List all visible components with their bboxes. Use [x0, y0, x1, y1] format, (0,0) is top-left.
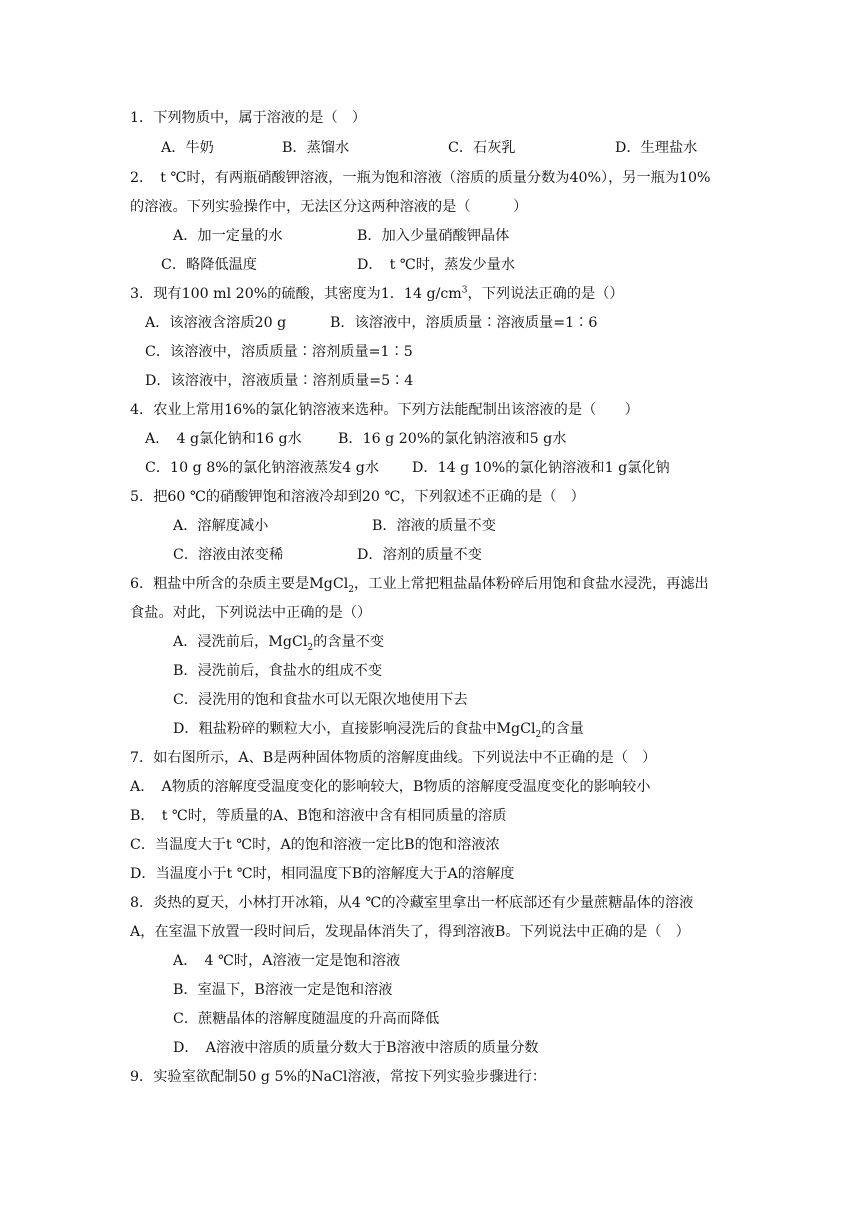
q9-stem: 9．实验室欲配制50 g 5%的NaCl溶液，常按下列实验步骤进行：: [130, 1069, 547, 1085]
q3-option-d: D．该溶液中，溶液质量∶溶剂质量=5∶4: [145, 373, 414, 389]
q4-option-b: B．16 g 20%的氯化钠溶液和5 g水: [338, 431, 567, 447]
q8-stem-line1: 8．炎热的夏天，小林打开冰箱，从4 ℃的冷藏室里拿出一杯底部还有少量蔗糖晶体的溶液: [130, 895, 694, 911]
q5-option-b: B．溶液的质量不变: [372, 518, 496, 534]
q6-option-b: B．浸洗前后，食盐水的组成不变: [173, 663, 383, 679]
q6-stem-line1: 6．粗盐中所含的杂质主要是MgCl$_2$，工业上常把粗盐晶体粉碎后用饱和食盐水浸洗，再滤出: [130, 576, 709, 595]
q7-option-b: B． t ℃时，等质量的A、B饱和溶液中含有相同质量的溶质: [130, 808, 507, 824]
q5-option-d: D．溶剂的质量不变: [357, 547, 482, 563]
q3-stem: 3．现有100 ml 20%的硫酸，其密度为1．14 $g/cm^3$，下列说法正确的是（）: [130, 285, 624, 302]
q3-option-b: B．该溶液中，溶质质量∶溶液质量=1∶6: [330, 315, 598, 331]
q1-option-c: C．石灰乳: [448, 140, 516, 156]
q1-option-b: B．蒸馏水: [282, 140, 350, 156]
q5-stem: 5．把60 ℃的硝酸钾饱和溶液冷却到20 ℃，下列叙述不正确的是（ ）: [130, 489, 585, 505]
q1-option-d: D．生理盐水: [615, 140, 698, 156]
q7-option-d: D．当温度小于t ℃时，相同温度下B的溶解度大于A的溶解度: [130, 866, 515, 882]
q2-option-d: D． t ℃时，蒸发少量水: [357, 257, 516, 273]
q1-stem: 1．下列物质中，属于溶液的是（ ）: [130, 110, 367, 126]
q3-option-c: C．该溶液中，溶质质量∶溶剂质量=1∶5: [145, 344, 413, 360]
q8-option-d: D． A溶液中溶质的质量分数大于B溶液中溶质的质量分数: [173, 1040, 539, 1056]
q7-option-c: C．当温度大于t ℃时，A的饱和溶液一定比B的饱和溶液浓: [130, 837, 500, 853]
q4-option-c: C．10 g 8%的氯化钠溶液蒸发4 g水: [145, 460, 380, 476]
q8-option-c: C．蔗糖晶体的溶解度随温度的升高而降低: [173, 1011, 440, 1027]
q2-option-a: A．加一定量的水: [173, 228, 283, 244]
q2-stem-line2: 的溶液。下列实验操作中，无法区分这两种溶液的是（ ）: [130, 199, 528, 215]
q7-stem: 7．如右图所示，A、B是两种固体物质的溶解度曲线。下列说法中不正确的是（ ）: [130, 750, 657, 766]
q3-option-a: A．该溶液含溶质20 g: [145, 315, 287, 331]
q2-stem-line1: 2． t ℃时，有两瓶硝酸钾溶液，一瓶为饱和溶液（溶质的质量分数为40%），另一瓶为10%: [130, 170, 711, 186]
q5-option-a: A．溶解度减小: [173, 518, 269, 534]
q2-option-c: C．略降低温度: [161, 257, 257, 273]
q8-option-b: B．室温下，B溶液一定是饱和溶液: [173, 982, 393, 998]
q7-option-a: A． A物质的溶解度受温度变化的影响较大，B物质的溶解度受温度变化的影响较小: [130, 779, 651, 795]
q4-stem: 4．农业上常用16%的氯化钠溶液来选种。下列方法能配制出该溶液的是（ ）: [130, 402, 639, 418]
q1-option-a: A．牛奶: [161, 140, 214, 156]
q6-option-a: A．浸洗前后，MgCl$_2$的含量不变: [173, 634, 385, 653]
q2-option-b: B．加入少量硝酸钾晶体: [357, 228, 510, 244]
q4-option-a: A． 4 g氯化钠和16 g水: [145, 431, 302, 447]
q8-option-a: A． 4 ℃时，A溶液一定是饱和溶液: [173, 953, 401, 969]
q5-option-c: C．溶液由浓变稀: [173, 547, 284, 563]
q6-option-c: C．浸洗用的饱和食盐水可以无限次地使用下去: [173, 692, 468, 708]
q4-option-d: D．14 g 10%的氯化钠溶液和1 g氯化钠: [412, 460, 670, 476]
q6-stem-line2: 食盐。对此，下列说法中正确的是（）: [130, 605, 372, 621]
q8-stem-line2: A，在室温下放置一段时间后，发现晶体消失了，得到溶液B。下列说法中正确的是（ ）: [130, 924, 690, 940]
q6-option-d: D．粗盐粉碎的颗粒大小，直接影响浸洗后的食盐中MgCl$_2$的含量: [173, 721, 584, 740]
